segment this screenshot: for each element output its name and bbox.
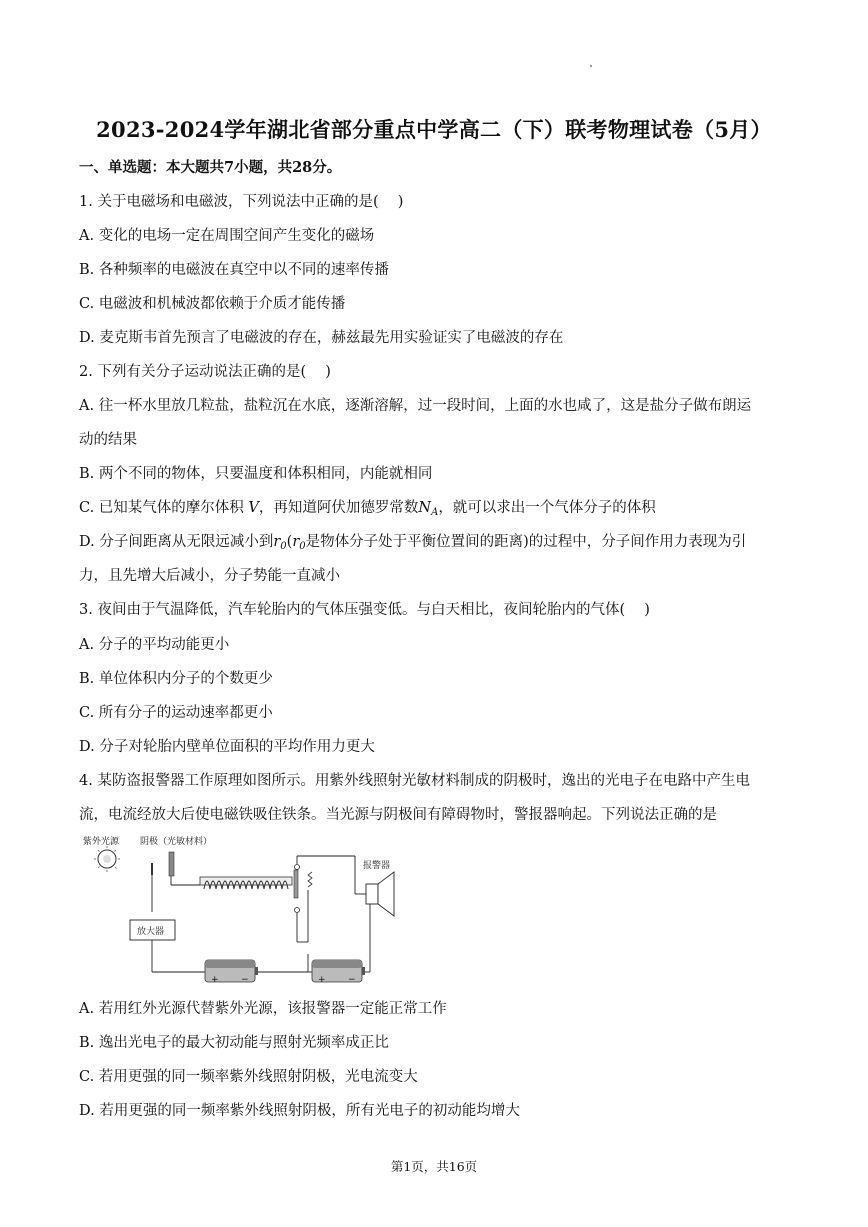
amplifier-label: 放大器 — [137, 927, 165, 937]
section-heading: 一、单选题：本大题共7小题，共28分。 — [79, 159, 342, 176]
option-d-paren: ( — [286, 534, 293, 550]
question-4-option-c: C. 若用更强的同一频率紫外线照射阴极，光电流变大 — [79, 1069, 418, 1085]
molar-volume-symbol: V — [248, 500, 259, 516]
question-2-option-b: B. 两个不同的物体，只要温度和体积相同，内能就相同 — [79, 466, 433, 482]
page-footer: 第1页，共16页 — [390, 1159, 478, 1174]
circuit-wires — [152, 856, 370, 972]
question-3-option-d: D. 分子对轮胎内壁单位面积的平均作用力更大 — [79, 739, 375, 755]
option-d-text-2: 是物体分子处于平衡位置间的距离)的过程中，分子间作用力表现为引 — [305, 534, 747, 550]
battery-1-minus: − — [241, 975, 249, 985]
question-2-option-a-line1: A. 往一杯水里放几粒盐，盐粒沉在水底，逐渐溶解，过一段时间，上面的水也咸了，这是盐分子做布朗运 — [79, 398, 752, 414]
r0-symbol: r — [273, 534, 281, 550]
anode-plate — [151, 863, 153, 875]
exam-title: 2023-2024学年湖北省部分重点中学高二（下）联考物理试卷（5月） — [96, 117, 772, 142]
question-4-option-b: B. 逸出光电子的最大初动能与照射光频率成正比 — [79, 1035, 389, 1051]
battery-2-minus: − — [348, 975, 356, 985]
question-4-option-a: A. 若用红外光源代替紫外光源，该报警器一定能正常工作 — [79, 1001, 447, 1017]
avogadro-symbol: N — [418, 500, 432, 516]
r0-subscript-2: 0 — [299, 541, 306, 552]
battery-2 — [312, 960, 365, 985]
option-c-text-1: C. 已知某气体的摩尔体积 — [79, 500, 249, 516]
switch-contact-top — [295, 865, 300, 870]
question-2-option-d-line1 — [79, 532, 791, 557]
question-1-option-c: C. 电磁波和机械波都依赖于介质才能传播 — [79, 296, 346, 312]
question-3-option-b: B. 单位体积内分子的个数更少 — [79, 671, 273, 687]
question-3-stem: 3. 夜间由于气温降低，汽车轮胎内的气体压强变低。与白天相比，夜间轮胎内的气体( ) — [79, 602, 650, 618]
question-1-option-a: A. 变化的电场一定在周围空间产生变化的磁场 — [79, 228, 375, 244]
cathode-label: 阴极（光敏材料） — [140, 837, 213, 847]
option-d-text-1: D. 分子间距离从无限远减小到 — [79, 534, 274, 550]
battery-2-plus: + — [318, 975, 326, 985]
iron-strip — [294, 870, 298, 898]
alarm-circuit-diagram — [80, 832, 410, 992]
switch-contact-bottom — [295, 908, 300, 913]
r0-subscript: 0 — [280, 541, 287, 552]
question-2-option-a-line2: 动的结果 — [79, 432, 137, 448]
question-3-option-a: A. 分子的平均动能更小 — [79, 637, 230, 653]
battery-1-plus: + — [211, 975, 219, 985]
cathode-plate — [169, 852, 174, 876]
question-1-stem: 1. 关于电磁场和电磁波，下列说法中正确的是( ) — [79, 194, 404, 210]
spring — [308, 872, 312, 887]
question-2-stem: 2. 下列有关分子运动说法正确的是( ) — [79, 364, 331, 380]
question-2-option-c — [79, 498, 791, 523]
question-1-option-d: D. 麦克斯韦首先预言了电磁波的存在，赫兹最先用实验证实了电磁波的存在 — [79, 330, 564, 346]
question-1-option-b: B. 各种频率的电磁波在真空中以不同的速率传播 — [79, 262, 389, 278]
avogadro-subscript: A — [431, 507, 439, 518]
battery-1 — [205, 960, 258, 985]
alarm-label: 报警器 — [363, 861, 391, 871]
question-3-option-c: C. 所有分子的运动速率都更小 — [79, 705, 273, 721]
scan-speck — [590, 65, 592, 67]
question-4-stem-line1: 4. 某防盗报警器工作原理如图所示。用紫外线照射光敏材料制成的阴极时，逸出的光电子在电路中产生电 — [79, 773, 750, 789]
r0-symbol-2: r — [292, 534, 300, 550]
uv-source-icon — [94, 846, 120, 872]
option-c-text-2: ，再知道阿伏加德罗常数 — [258, 500, 419, 516]
question-2-option-d-line2: 力，且先增大后减小，分子势能一直减小 — [79, 568, 340, 584]
question-4-option-d: D. 若用更强的同一频率紫外线照射阴极，所有光电子的初动能均增大 — [79, 1103, 520, 1119]
question-4-stem-line2: 流，电流经放大后使电磁铁吸住铁条。当光源与阴极间有障碍物时，警报器响起。下列说法正确的是 — [79, 807, 717, 823]
option-c-text-3: ，就可以求出一个气体分子的体积 — [438, 500, 656, 516]
uv-source-label: 紫外光源 — [83, 837, 120, 847]
